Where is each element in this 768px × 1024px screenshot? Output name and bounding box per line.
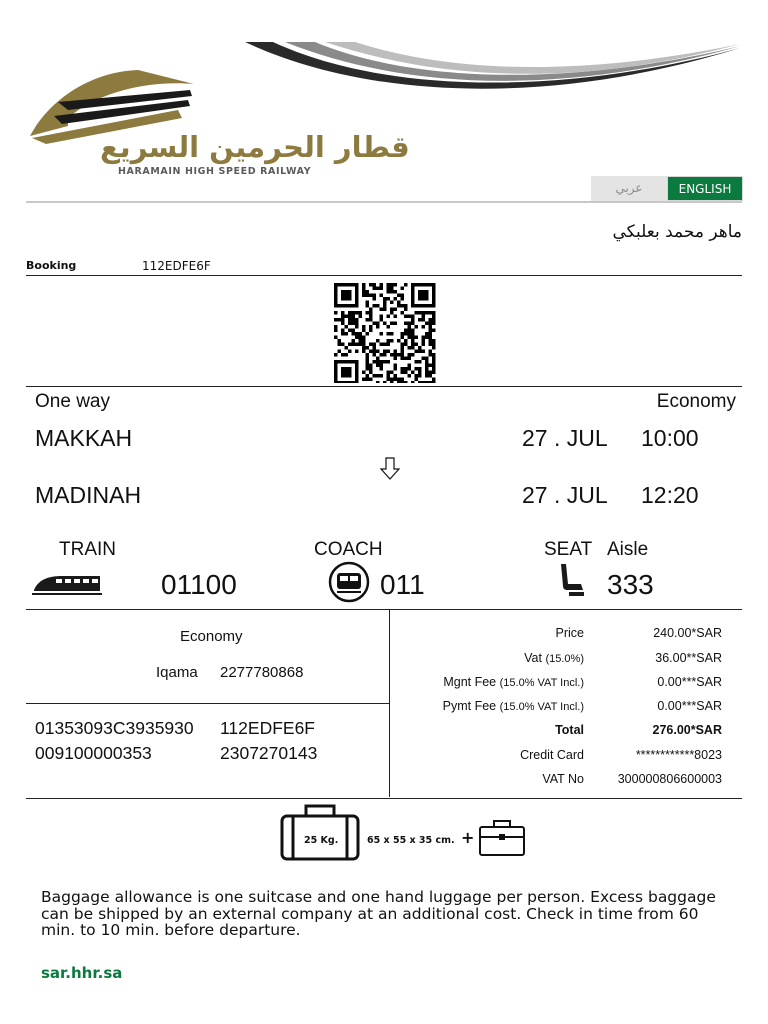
vat-label-text: Vat: [524, 651, 542, 665]
origin-station: MAKKAH: [35, 425, 133, 451]
baggage-notice: Baggage allowance is one suitcase and one hand luggage per person. Excess baggage can be shipped by an external company at an additional cost. Check in time from 60 min. to 10 min. before departure.: [41, 888, 716, 939]
mgnt-fee-value: 0.00***SAR: [657, 675, 722, 689]
departure-date: 27 . JUL: [522, 425, 608, 451]
id-type: Iqama: [156, 664, 198, 681]
trip-type: One way: [35, 391, 110, 412]
train-number: 01100: [161, 569, 237, 600]
qr-code: [334, 283, 441, 383]
ref-row1-a: 01353093C3935930: [35, 718, 194, 738]
ref-row2-b: 2307270143: [220, 743, 318, 763]
vat-no-value: 300000806600003: [617, 772, 722, 786]
id-number: 2277780868: [220, 664, 304, 681]
seat-type: Aisle: [607, 539, 649, 560]
booking-label: Booking: [26, 259, 77, 272]
baggage-weight: 25 Kg.: [304, 835, 339, 846]
ref-row1-b: 112EDFE6F: [220, 718, 315, 738]
train-label: TRAIN: [59, 539, 116, 560]
vat-no-label: VAT No: [542, 772, 584, 786]
seat-divider: [26, 609, 742, 610]
card-value: ************8023: [635, 748, 722, 762]
website-link[interactable]: sar.hhr.sa: [41, 964, 123, 982]
trip-class: Economy: [656, 391, 736, 412]
fare-class: Economy: [180, 628, 243, 645]
header-swoosh: [245, 38, 745, 118]
seat-label: SEAT: [544, 539, 593, 560]
booking-code: 112EDFE6F: [142, 259, 211, 273]
pymt-fee-value: 0.00***SAR: [657, 699, 722, 713]
price-label: Price: [555, 626, 584, 640]
price-value: 240.00*SAR: [653, 626, 722, 640]
total-label: Total: [555, 723, 584, 737]
language-arabic-button[interactable]: عربي: [591, 176, 667, 201]
suitcase-icon: [279, 803, 361, 861]
train-icon: [32, 572, 102, 598]
baggage-dimensions: 65 x 55 x 35 cm.: [367, 835, 455, 846]
vat-value: 36.00**SAR: [655, 651, 722, 665]
passenger-name: ماهر محمد بعلبكي: [612, 222, 742, 242]
card-label: Credit Card: [520, 748, 584, 762]
mgnt-label-text: Mgnt Fee: [443, 675, 497, 689]
qr-divider: [26, 386, 742, 387]
pymt-label-text: Pymt Fee: [442, 699, 497, 713]
coach-icon: [328, 561, 370, 603]
vat-label: [524, 651, 584, 665]
header-divider: [26, 201, 742, 203]
seat-icon: [557, 562, 587, 600]
pymt-note: (15.0% VAT Incl.): [499, 701, 584, 713]
logo-arabic-text: قطار الحرمين السريع: [100, 130, 410, 164]
arrival-time: 12:20: [641, 482, 699, 508]
mgnt-note: (15.0% VAT Incl.): [499, 677, 584, 689]
coach-number: 011: [380, 569, 425, 600]
baggage-plus: +: [461, 828, 475, 847]
departure-time: 10:00: [641, 425, 699, 451]
arrow-down-icon: [380, 457, 400, 481]
language-english-button[interactable]: ENGLISH: [667, 176, 743, 201]
coach-label: COACH: [314, 539, 383, 560]
seat-number: 333: [607, 569, 654, 600]
ref-row2-a: 009100000353: [35, 743, 152, 763]
logo-english-text: HARAMAIN HIGH SPEED RAILWAY: [118, 166, 312, 177]
vat-pct: (15.0%): [545, 653, 584, 665]
pymt-fee-label: [443, 699, 584, 713]
left-box-divider: [26, 703, 390, 704]
payment-divider: [26, 798, 742, 799]
hand-luggage-icon: [478, 819, 526, 857]
arrival-date: 27 . JUL: [522, 482, 608, 508]
mgnt-fee-label: [443, 675, 584, 689]
total-value: 276.00*SAR: [652, 723, 722, 737]
destination-station: MADINAH: [35, 482, 142, 508]
booking-divider: [26, 275, 742, 276]
